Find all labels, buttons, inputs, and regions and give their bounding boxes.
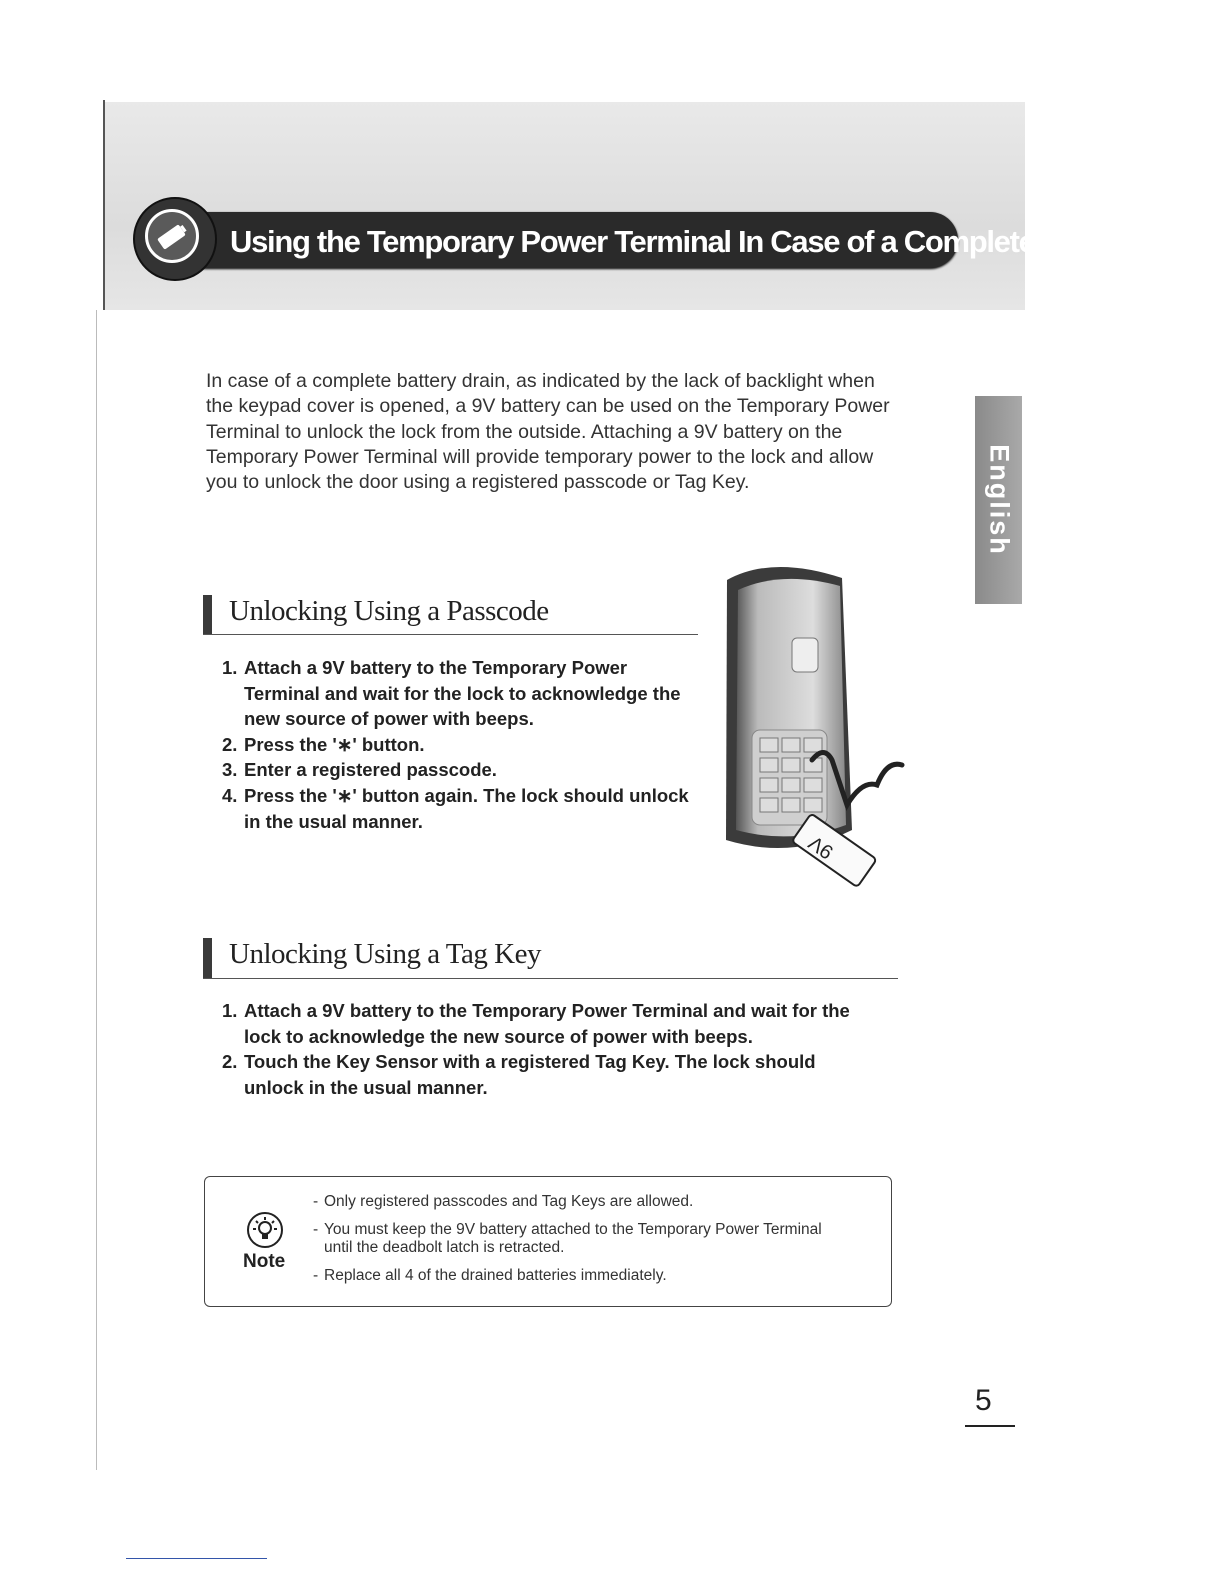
list-item: 1. Attach a 9V battery to the Temporary Power Terminal and wait for the lock to acknowledge the new source of power with beeps. — [222, 1000, 850, 1047]
battery-label: 9V — [804, 831, 838, 864]
header-band — [105, 102, 1025, 310]
section-marker — [203, 938, 212, 978]
section-rule — [203, 634, 698, 635]
list-item: 4. Press the '∗' button again. The lock should unlock in the usual manner. — [222, 784, 689, 832]
intro-paragraph: In case of a complete battery drain, as indicated by the lack of backlight when the keypad cover is opened, a 9V battery can be used on the Temporary Power Terminal to unlock the lock from the outside. Attaching a 9V battery on the Temporary Power Terminal will provide temporary power to the lock and allow you to unlock the door using a registered passcode or Tag Key. — [206, 370, 890, 494]
note-line: - Only registered passcodes and Tag Keys are allowed. — [313, 1193, 833, 1211]
note-lines — [313, 1193, 833, 1295]
section-title-passcode: Unlocking Using a Passcode — [229, 595, 549, 627]
footer-rule — [126, 1558, 267, 1559]
page-title: Using the Temporary Power Terminal In Case of a Complete Battery Drain — [230, 224, 1220, 259]
section-rule — [203, 978, 898, 979]
door-lock-illustration — [712, 560, 912, 900]
list-item: 1. Attach a 9V battery to the Temporary Power Terminal and wait for the lock to acknowledge the new source of power with beeps. — [222, 657, 681, 730]
note-line: - Replace all 4 of the drained batteries immediately. — [313, 1267, 833, 1285]
language-tab-label: English — [984, 444, 1014, 556]
battery-icon — [145, 209, 199, 263]
tag-steps — [222, 998, 872, 1100]
section-marker — [203, 595, 212, 635]
note-line: - You must keep the 9V battery attached to the Temporary Power Terminal until the deadbolt latch is retracted. — [313, 1221, 833, 1257]
passcode-steps — [222, 655, 692, 834]
page-number: 5 — [975, 1384, 992, 1417]
note-label: Note — [243, 1251, 286, 1272]
lightbulb-icon — [245, 1210, 285, 1250]
list-item: 2. Touch the Key Sensor with a registered Tag Key. The lock should unlock in the usual manner. — [222, 1051, 816, 1098]
page-number-rule — [965, 1425, 1015, 1427]
page-left-border-lower — [96, 310, 97, 1470]
list-item: 2. Press the '∗' button. — [222, 733, 425, 755]
section-title-tag: Unlocking Using a Tag Key — [229, 938, 541, 970]
list-item: 3. Enter a registered passcode. — [222, 759, 497, 781]
language-tab[interactable] — [975, 396, 1022, 604]
